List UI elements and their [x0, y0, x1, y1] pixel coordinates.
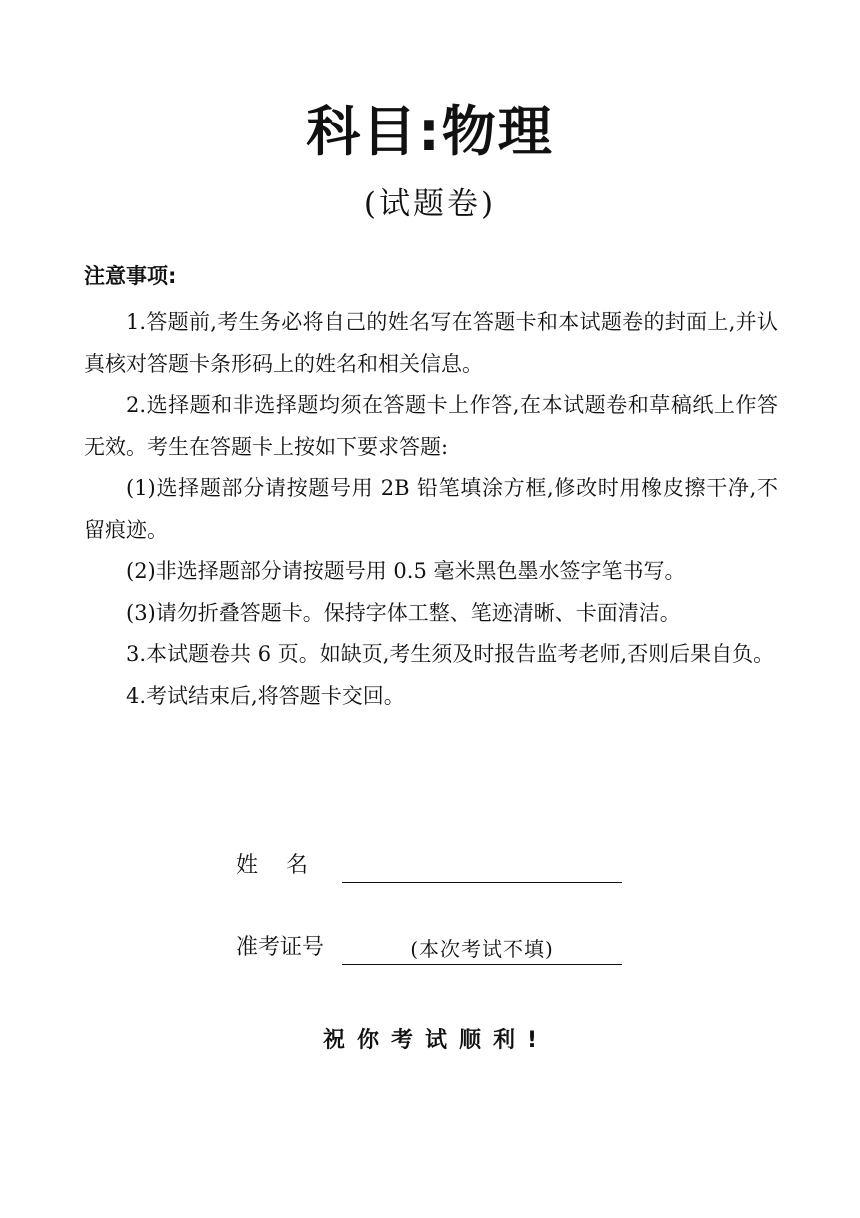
exam-id-field: (本次考试不填): [342, 936, 622, 965]
notice-item-2-3: (3)请勿折叠答题卡。保持字体工整、笔迹清晰、卡面清洁。: [126, 600, 681, 625]
notice-item-4: 4.考试结束后,将答题卡交回。: [126, 683, 405, 708]
notice-item-1: 1.答题前,考生务必将自己的姓名写在答题卡和本试题卷的封面上,并认真核对答题卡条形码上的姓名和相关信息。: [84, 310, 778, 376]
notice-heading: 注意事项:: [84, 264, 177, 288]
page-subtitle: (试题卷): [363, 186, 497, 222]
exam-id-row: [236, 931, 622, 965]
notice-item-2-1: (1)选择题部分请按题号用 2B 铅笔填涂方框,修改时用橡皮擦干净,不留痕迹。: [84, 476, 778, 542]
page-title: 科目:物理: [306, 100, 554, 163]
exam-id-label: 准考证号: [236, 935, 325, 960]
notice-list: [84, 302, 778, 717]
notice-item-3: 3.本试题卷共 6 页。如缺页,考生须及时报告监考老师,否则后果自负。: [126, 642, 775, 666]
good-luck-message: 祝你考试顺利!: [322, 1028, 550, 1053]
notice-item-2: 2.选择题和非选择题均须在答题卡上作答,在本试题卷和草稿纸上作答无效。考生在答题卡上按如下要求答题:: [84, 393, 778, 459]
notice-item-2-2: (2)非选择题部分请按题号用 0.5 毫米黑色墨水签字笔书写。: [126, 559, 686, 583]
name-row: [236, 849, 622, 883]
name-label: 姓 名: [236, 853, 308, 878]
name-field[interactable]: [342, 854, 622, 883]
